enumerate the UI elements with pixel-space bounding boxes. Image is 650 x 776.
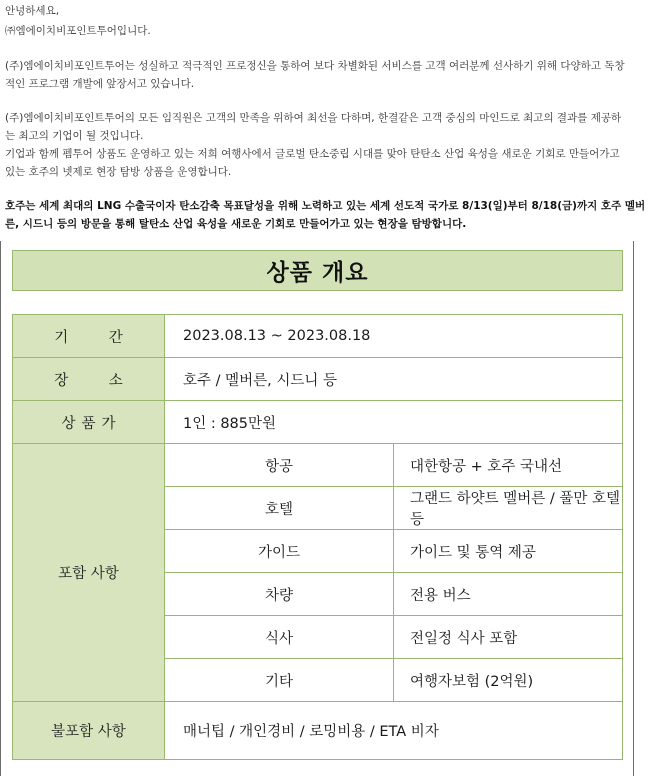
overview-table [12,314,623,760]
included-item-value: 가이드 및 통역 제공 [394,530,623,573]
excluded-value: 매너팁 / 개인경비 / 로밍비용 / ETA 비자 [165,702,623,760]
price-value: 1인 : 885만원 [165,401,623,444]
paragraph-1-line-2: 적인 프로그램 개발에 앞장서고 있습니다. [5,78,195,90]
paragraph-2-line-2: 는 최고의 기업이 될 것입니다. [5,130,144,142]
included-item-label: 가이드 [165,530,394,573]
highlight-line-1: 호주는 세계 최대의 LNG 수출국이자 탄소감축 목표달성을 위해 노력하고 있는 세계 선도적 국가로 8/13(일)부터 8/18(금)까지 호주 멜버 [5,200,646,212]
greeting: 안녕하세요, [5,5,60,17]
place-value: 호주 / 멜버른, 시드니 등 [165,358,623,401]
company-name: ㈜엠에이치비포인트투어입니다. [5,25,151,37]
included-item-label: 차량 [165,573,394,616]
price-label: 상품가 [13,401,165,444]
period-value: 2023.08.13 ~ 2023.08.18 [165,315,623,358]
included-label: 포함 사항 [13,444,165,702]
period-label: 기 간 [13,315,165,358]
included-item-value: 대한항공 + 호주 국내선 [394,444,623,487]
paragraph-3-line-1: 기업과 함께 펨투어 상품도 운영하고 있는 저희 여행사에서 글로벌 탄소중립 시대를 맞아 탄탄소 산업 육성을 새로운 기회로 만들어가고 [5,148,620,160]
highlight-line-2: 른, 시드니 등의 방문을 통해 탈탄소 산업 육성을 새로운 기회로 만들어가고 있는 현장을 탐방합니다. [5,218,467,230]
included-item-label: 기타 [165,659,394,702]
excluded-row [13,702,623,760]
paragraph-2-line-1: (주)엠에이치비포인트투어의 모든 임직원은 고객의 만족을 위하여 최선을 다하며, 한결같은 고객 중심의 마인드로 최고의 결과를 제공하 [5,112,622,124]
paragraph-3-line-2: 있는 호주의 넷제로 현장 탐방 상품을 운영합니다. [5,166,232,178]
place-row [13,358,623,401]
place-label: 장 소 [13,358,165,401]
excluded-label: 불포함 사항 [13,702,165,760]
price-row [13,401,623,444]
included-item-value: 여행자보험 (2억원) [394,659,623,702]
included-item-label: 호텔 [165,487,394,530]
included-item-value: 전용 버스 [394,573,623,616]
product-overview-card [0,241,634,776]
overview-title: 상품 개요 [12,250,623,291]
paragraph-1-line-1: (주)엠에이치비포인트투어는 성실하고 적극적인 프로정신을 통하여 보다 차별화된 서비스를 고객 여러분께 선사하기 위해 다양하고 독창 [5,60,625,72]
period-row [13,315,623,358]
included-item-value: 전일정 식사 포함 [394,616,623,659]
included-item-label: 항공 [165,444,394,487]
included-row [13,444,623,487]
included-item-label: 식사 [165,616,394,659]
included-item-value: 그랜드 하얏트 멜버른 / 풀만 호텔 등 [394,487,623,530]
